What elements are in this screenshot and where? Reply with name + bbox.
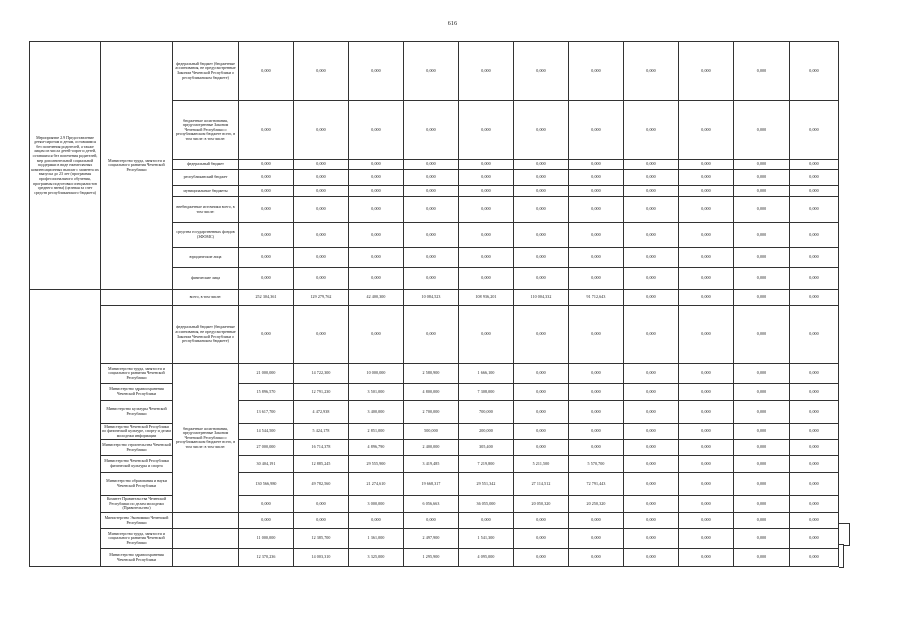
- value-cell: 0,000: [404, 306, 459, 364]
- value-cell: 0,000: [734, 101, 790, 160]
- value-cell: 0,000: [624, 290, 679, 306]
- measure-title: Мероприятие 2.9 Предоставление детям-сиротам и детям, оставшимся без попечения родителей, а также лицам из числа детей-сирот и детей, оставшихся без попечения родителей, мер дополнительной социальной поддержки в виде ежемесячных компенсационных выплат с момента их выпуска до 23 лет (программы профессионального обучения, программы подготовки специалистов среднего звена) (целевая за счет средств республиканского бюджета): [30, 42, 101, 290]
- value-cell: 0,000: [569, 384, 624, 401]
- value-cell: 0,000: [514, 186, 569, 197]
- empty-source-cell: [173, 529, 239, 549]
- value-cell: 0,000: [569, 160, 624, 170]
- empty-source-cell: [173, 549, 239, 567]
- value-cell: 0,000: [514, 384, 569, 401]
- value-cell: 0,000: [679, 170, 734, 186]
- value-cell: 11 000,000: [239, 529, 294, 549]
- value-cell: 0,000: [514, 248, 569, 268]
- table-row-executor: [30, 440, 839, 456]
- value-cell: 5 424,178: [294, 424, 349, 440]
- value-cell: 0,000: [514, 268, 569, 290]
- value-cell: 3 419,485: [404, 456, 459, 473]
- measure-executor: Министерство труда, занятости и социального развития Чеченской Республики: [101, 42, 173, 290]
- value-cell: 0,000: [679, 186, 734, 197]
- value-cell: 0,000: [679, 513, 734, 529]
- value-cell: 0,000: [679, 401, 734, 424]
- table-row-executor: [30, 549, 839, 567]
- value-cell: 29 555,900: [349, 456, 404, 473]
- value-cell: 0,000: [734, 440, 790, 456]
- value-cell: 0,000: [294, 170, 349, 186]
- value-cell: 0,000: [569, 424, 624, 440]
- value-cell: 0,000: [734, 268, 790, 290]
- value-cell: 36 055,000: [459, 496, 514, 513]
- value-cell: 0,000: [459, 197, 514, 223]
- value-cell: 108 936,201: [459, 290, 514, 306]
- value-cell: 0,000: [790, 364, 839, 384]
- executor-name: Министерство здравоохранения Чеченской Республики: [101, 384, 173, 401]
- value-cell: 0,000: [294, 160, 349, 170]
- value-cell: 0,000: [679, 306, 734, 364]
- page-number: 616: [447, 21, 458, 27]
- value-cell: 0,000: [624, 101, 679, 160]
- value-cell: 0,000: [569, 306, 624, 364]
- value-cell: 0,000: [514, 440, 569, 456]
- value-cell: 13 617,700: [239, 401, 294, 424]
- value-cell: 21 000,000: [239, 364, 294, 384]
- value-cell: 0,000: [349, 223, 404, 248]
- value-cell: 252 304,361: [239, 290, 294, 306]
- funding-source: юридические лица: [173, 248, 239, 268]
- value-cell: 0,000: [459, 186, 514, 197]
- value-cell: 0,000: [790, 440, 839, 456]
- value-cell: 0,000: [624, 223, 679, 248]
- value-cell: 0,000: [734, 160, 790, 170]
- value-cell: 0,000: [514, 401, 569, 424]
- value-cell: 0,000: [294, 101, 349, 160]
- value-cell: 0,000: [624, 306, 679, 364]
- value-cell: 0,000: [239, 268, 294, 290]
- value-cell: 14 003,310: [294, 549, 349, 567]
- value-cell: 0,000: [569, 101, 624, 160]
- value-cell: 7 308,000: [459, 384, 514, 401]
- value-cell: 0,000: [349, 197, 404, 223]
- value-cell: 0,000: [569, 42, 624, 101]
- value-cell: 0,000: [734, 549, 790, 567]
- value-cell: 0,000: [679, 160, 734, 170]
- value-cell: 0,000: [679, 197, 734, 223]
- table-row-executor: [30, 424, 839, 440]
- value-cell: 0,000: [459, 513, 514, 529]
- value-cell: 0,000: [679, 440, 734, 456]
- value-cell: 72 791,443: [569, 473, 624, 496]
- value-cell: 0,000: [294, 513, 349, 529]
- value-cell: 0,000: [514, 42, 569, 101]
- executor-name: Комитет Правительства Чеченской Республики по делам молодежи (Правительство): [101, 496, 173, 513]
- table-row: [30, 42, 839, 101]
- executor-name: Министерство культуры Чеченской Республики: [101, 401, 173, 424]
- value-cell: 0,000: [569, 440, 624, 456]
- value-cell: 91 712,643: [569, 290, 624, 306]
- table-row-executor: [30, 384, 839, 401]
- value-cell: 0,000: [514, 101, 569, 160]
- value-cell: 0,000: [404, 160, 459, 170]
- value-cell: 3 501,000: [349, 384, 404, 401]
- value-cell: 42 400,300: [349, 290, 404, 306]
- value-cell: 0,000: [790, 186, 839, 197]
- value-cell: 1 361,000: [349, 529, 404, 549]
- value-cell: 0,000: [569, 513, 624, 529]
- table-row-executor: [30, 513, 839, 529]
- value-cell: 0,000: [349, 268, 404, 290]
- value-cell: 0,000: [679, 496, 734, 513]
- funding-source-federal: федеральный бюджет (бюджетные ассигнования, не предусмотренные Законом Чеченской Республики о республиканском бюджете): [173, 306, 239, 364]
- value-cell: 0,000: [624, 42, 679, 101]
- value-cell: 0,000: [459, 223, 514, 248]
- value-cell: 0,000: [624, 160, 679, 170]
- value-cell: 0,000: [790, 456, 839, 473]
- value-cell: 0,000: [349, 306, 404, 364]
- value-cell: 0,000: [624, 513, 679, 529]
- value-cell: 0,000: [734, 223, 790, 248]
- value-cell: 110 004,332: [514, 290, 569, 306]
- value-cell: 0,000: [790, 496, 839, 513]
- value-cell: 500,000: [404, 424, 459, 440]
- funding-source: муниципальные бюджеты: [173, 186, 239, 197]
- funding-table: [29, 41, 839, 567]
- value-cell: 0,000: [349, 170, 404, 186]
- value-cell: 20 250,320: [569, 496, 624, 513]
- value-cell: 0,000: [734, 170, 790, 186]
- value-cell: 0,000: [239, 160, 294, 170]
- value-cell: 0,000: [734, 306, 790, 364]
- value-cell: 0,000: [459, 248, 514, 268]
- value-cell: 0,000: [790, 268, 839, 290]
- value-cell: 16 714,378: [294, 440, 349, 456]
- value-cell: 0,000: [679, 248, 734, 268]
- value-cell: 0,000: [294, 268, 349, 290]
- value-cell: 0,000: [514, 223, 569, 248]
- value-cell: 0,000: [790, 101, 839, 160]
- value-cell: 0,000: [734, 529, 790, 549]
- value-cell: 0,000: [624, 170, 679, 186]
- value-cell: 200,000: [459, 424, 514, 440]
- value-cell: 0,000: [404, 268, 459, 290]
- value-cell: 3 400,000: [349, 401, 404, 424]
- value-cell: 2 580,900: [404, 364, 459, 384]
- value-cell: 0,000: [404, 513, 459, 529]
- value-cell: 0,000: [459, 42, 514, 101]
- value-cell: 49 782,560: [294, 473, 349, 496]
- value-cell: 0,000: [239, 223, 294, 248]
- table-row-total: [30, 290, 839, 306]
- empty-source-cell: [173, 513, 239, 529]
- table-row-executor: [30, 456, 839, 473]
- value-cell: 21 274,610: [349, 473, 404, 496]
- value-cell: 0,000: [624, 197, 679, 223]
- value-cell: 0,000: [734, 473, 790, 496]
- value-cell: 12 385,700: [294, 529, 349, 549]
- value-cell: 10 000,000: [349, 364, 404, 384]
- value-cell: 0,000: [790, 42, 839, 101]
- value-cell: 0,000: [514, 306, 569, 364]
- value-cell: 0,000: [624, 496, 679, 513]
- value-cell: 0,000: [569, 549, 624, 567]
- value-cell: 0,000: [404, 42, 459, 101]
- value-cell: 0,000: [679, 384, 734, 401]
- value-cell: 0,000: [790, 473, 839, 496]
- empty-program-cell: [30, 290, 101, 567]
- funding-source: средства государственных фондов (ЗФОМС): [173, 223, 239, 248]
- executor-name: Министерство Экономики Чеченской Республики: [101, 513, 173, 529]
- table-row-executor: [30, 529, 839, 549]
- value-cell: 700,000: [459, 401, 514, 424]
- value-cell: 0,000: [294, 42, 349, 101]
- value-cell: 12 791,230: [294, 384, 349, 401]
- value-cell: 0,000: [624, 401, 679, 424]
- table-row-executor: [30, 496, 839, 513]
- value-cell: 0,000: [624, 186, 679, 197]
- value-cell: 0,000: [790, 248, 839, 268]
- value-cell: 0,000: [790, 384, 839, 401]
- value-cell: 2 851,000: [349, 424, 404, 440]
- value-cell: 0,000: [624, 456, 679, 473]
- value-cell: 0,000: [294, 496, 349, 513]
- value-cell: 0,000: [624, 473, 679, 496]
- value-cell: 3 000,000: [349, 496, 404, 513]
- value-cell: 12 370,236: [239, 549, 294, 567]
- value-cell: 0,000: [734, 186, 790, 197]
- value-cell: 0,000: [294, 223, 349, 248]
- value-cell: 0,000: [679, 549, 734, 567]
- value-cell: 0,000: [569, 197, 624, 223]
- value-cell: 0,000: [514, 549, 569, 567]
- value-cell: 0,000: [790, 223, 839, 248]
- value-cell: 0,000: [569, 529, 624, 549]
- executor-name: Министерство труда, занятости и социального развития Чеченской Республики: [101, 364, 173, 384]
- value-cell: 0,000: [734, 248, 790, 268]
- value-cell: 1 541,300: [459, 529, 514, 549]
- value-cell: 0,000: [459, 306, 514, 364]
- value-cell: 19 668,317: [404, 473, 459, 496]
- value-cell: 12 885,245: [294, 456, 349, 473]
- value-cell: 5 570,700: [569, 456, 624, 473]
- value-cell: 0,000: [734, 513, 790, 529]
- value-cell: 0,000: [239, 42, 294, 101]
- value-cell: 4 095,000: [459, 549, 514, 567]
- funding-source: физические лица: [173, 268, 239, 290]
- value-cell: 0,000: [349, 42, 404, 101]
- value-cell: 7 219,800: [459, 456, 514, 473]
- table-row-executor: [30, 364, 839, 384]
- value-cell: 0,000: [404, 170, 459, 186]
- value-cell: 0,000: [514, 364, 569, 384]
- value-cell: 2 497,900: [404, 529, 459, 549]
- value-cell: 1 666,100: [459, 364, 514, 384]
- value-cell: 0,000: [404, 101, 459, 160]
- value-cell: 0,000: [679, 456, 734, 473]
- value-cell: 0,000: [514, 529, 569, 549]
- value-cell: 0,000: [239, 248, 294, 268]
- value-cell: 0,000: [514, 513, 569, 529]
- value-cell: 0,000: [294, 186, 349, 197]
- table-row-executor: [30, 401, 839, 424]
- value-cell: 305,400: [459, 440, 514, 456]
- value-cell: 0,000: [624, 248, 679, 268]
- value-cell: 0,000: [459, 101, 514, 160]
- value-cell: 0,000: [569, 223, 624, 248]
- value-cell: 0,000: [349, 160, 404, 170]
- value-cell: 129 279,762: [294, 290, 349, 306]
- value-cell: 0,000: [459, 268, 514, 290]
- value-cell: 0,000: [790, 513, 839, 529]
- value-cell: 0,000: [239, 101, 294, 160]
- value-cell: 0,000: [569, 268, 624, 290]
- value-cell: 0,000: [294, 197, 349, 223]
- value-cell: 0,000: [790, 401, 839, 424]
- value-cell: 4 472,938: [294, 401, 349, 424]
- value-cell: 0,000: [679, 290, 734, 306]
- executor-name: Министерство Чеченской Республики физической культуры и спорта: [101, 456, 173, 473]
- value-cell: 0,000: [790, 170, 839, 186]
- funding-source-total: всего, в том числе:: [173, 290, 239, 306]
- value-cell: 20 050,320: [514, 496, 569, 513]
- value-cell: 0,000: [624, 384, 679, 401]
- value-cell: 0,000: [349, 248, 404, 268]
- value-cell: 4 800,000: [404, 384, 459, 401]
- table-row-executor: [30, 473, 839, 496]
- value-cell: 0,000: [790, 424, 839, 440]
- value-cell: 0,000: [790, 529, 839, 549]
- value-cell: 1 295,900: [404, 549, 459, 567]
- value-cell: 0,000: [404, 186, 459, 197]
- value-cell: 2 400,000: [404, 440, 459, 456]
- value-cell: 27 000,000: [239, 440, 294, 456]
- value-cell: 0,000: [624, 268, 679, 290]
- margin-box-lower: [839, 544, 844, 568]
- value-cell: 0,000: [239, 197, 294, 223]
- value-cell: 10 084,523: [404, 290, 459, 306]
- value-cell: 0,000: [294, 306, 349, 364]
- table-row-federal: [30, 306, 839, 364]
- value-cell: 0,000: [404, 248, 459, 268]
- funding-source: бюджетные ассигнования, предусмотренные Законом Чеченской Республики о республиканском бюджете всего, в том числе: в том числе:: [173, 101, 239, 160]
- value-cell: 0,000: [679, 424, 734, 440]
- value-cell: 0,000: [569, 170, 624, 186]
- value-cell: 0,000: [624, 424, 679, 440]
- value-cell: 0,000: [239, 170, 294, 186]
- value-cell: 0,000: [624, 440, 679, 456]
- margin-box-upper: [839, 523, 850, 546]
- value-cell: 0,000: [734, 401, 790, 424]
- funding-source-budget: бюджетные ассигнования, предусмотренные Законом Чеченской Республики о республиканском бюджете всего, в том числе: в том числе:: [173, 364, 239, 513]
- value-cell: 2 700,000: [404, 401, 459, 424]
- value-cell: 130 566,980: [239, 473, 294, 496]
- value-cell: 0,000: [459, 170, 514, 186]
- value-cell: 0,000: [734, 424, 790, 440]
- value-cell: 14 722,300: [294, 364, 349, 384]
- value-cell: 4 896,790: [349, 440, 404, 456]
- funding-source: республиканский бюджет: [173, 170, 239, 186]
- empty-executor-cell: [101, 290, 173, 306]
- value-cell: 0,000: [734, 290, 790, 306]
- funding-source: федеральный бюджет: [173, 160, 239, 170]
- value-cell: 0,000: [514, 170, 569, 186]
- value-cell: 0,000: [239, 513, 294, 529]
- value-cell: 0,000: [679, 473, 734, 496]
- value-cell: 0,000: [514, 197, 569, 223]
- value-cell: 0,000: [569, 186, 624, 197]
- funding-source: внебюджетные источники всего, в том числе:: [173, 197, 239, 223]
- value-cell: 0,000: [514, 424, 569, 440]
- executor-name: Министерство Чеченской Республики по физической культуре, спорту и делам молодежи информации: [102, 423, 171, 438]
- value-cell: 0,000: [679, 101, 734, 160]
- value-cell: 0,000: [734, 456, 790, 473]
- value-cell: 0,000: [569, 248, 624, 268]
- value-cell: 3 325,000: [349, 549, 404, 567]
- value-cell: 0,000: [239, 306, 294, 364]
- value-cell: 5 211,500: [514, 456, 569, 473]
- value-cell: 0,000: [349, 513, 404, 529]
- funding-source: федеральный бюджет (бюджетные ассигнования, не предусмотренные Законом Чеченской Республики о республиканском бюджете): [173, 42, 239, 101]
- value-cell: 0,000: [349, 186, 404, 197]
- value-cell: 0,000: [734, 364, 790, 384]
- value-cell: 0,000: [239, 186, 294, 197]
- value-cell: 30 404,191: [239, 456, 294, 473]
- value-cell: 15 896,570: [239, 384, 294, 401]
- value-cell: 0,000: [239, 496, 294, 513]
- value-cell: 0,000: [734, 197, 790, 223]
- value-cell: 0,000: [514, 160, 569, 170]
- value-cell: 0,000: [624, 364, 679, 384]
- value-cell: 0,000: [679, 223, 734, 248]
- executor-name: Министерство здравоохранения Чеченской Республики: [101, 549, 173, 567]
- value-cell: 0,000: [459, 160, 514, 170]
- value-cell: 0,000: [679, 268, 734, 290]
- value-cell: 0,000: [790, 306, 839, 364]
- value-cell: 0,000: [790, 160, 839, 170]
- value-cell: 0,000: [734, 384, 790, 401]
- value-cell: 0,000: [679, 42, 734, 101]
- value-cell: 0,000: [404, 197, 459, 223]
- value-cell: 0,000: [734, 496, 790, 513]
- value-cell: 0,000: [349, 101, 404, 160]
- value-cell: 0,000: [790, 290, 839, 306]
- value-cell: 0,000: [569, 364, 624, 384]
- value-cell: 0,000: [624, 529, 679, 549]
- value-cell: 0,000: [679, 529, 734, 549]
- value-cell: 0,000: [679, 364, 734, 384]
- executor-name: Министерство образования и науки Чеченской Республики: [101, 473, 173, 496]
- value-cell: 0,000: [294, 248, 349, 268]
- value-cell: 0,000: [404, 223, 459, 248]
- empty-executor-cell: [101, 306, 173, 364]
- value-cell: 0,000: [790, 549, 839, 567]
- value-cell: 0,000: [624, 549, 679, 567]
- value-cell: 29 551,342: [459, 473, 514, 496]
- value-cell: 27 114,512: [514, 473, 569, 496]
- value-cell: 0,000: [734, 42, 790, 101]
- executor-name: Министерство строительства Чеченской Республики: [101, 440, 173, 456]
- value-cell: 0,000: [790, 197, 839, 223]
- value-cell: 0,000: [569, 401, 624, 424]
- value-cell: 6 056,663: [404, 496, 459, 513]
- executor-name: Министерство труда, занятости и социального развития Чеченской Республики: [101, 529, 173, 549]
- value-cell: 14 544,500: [239, 424, 294, 440]
